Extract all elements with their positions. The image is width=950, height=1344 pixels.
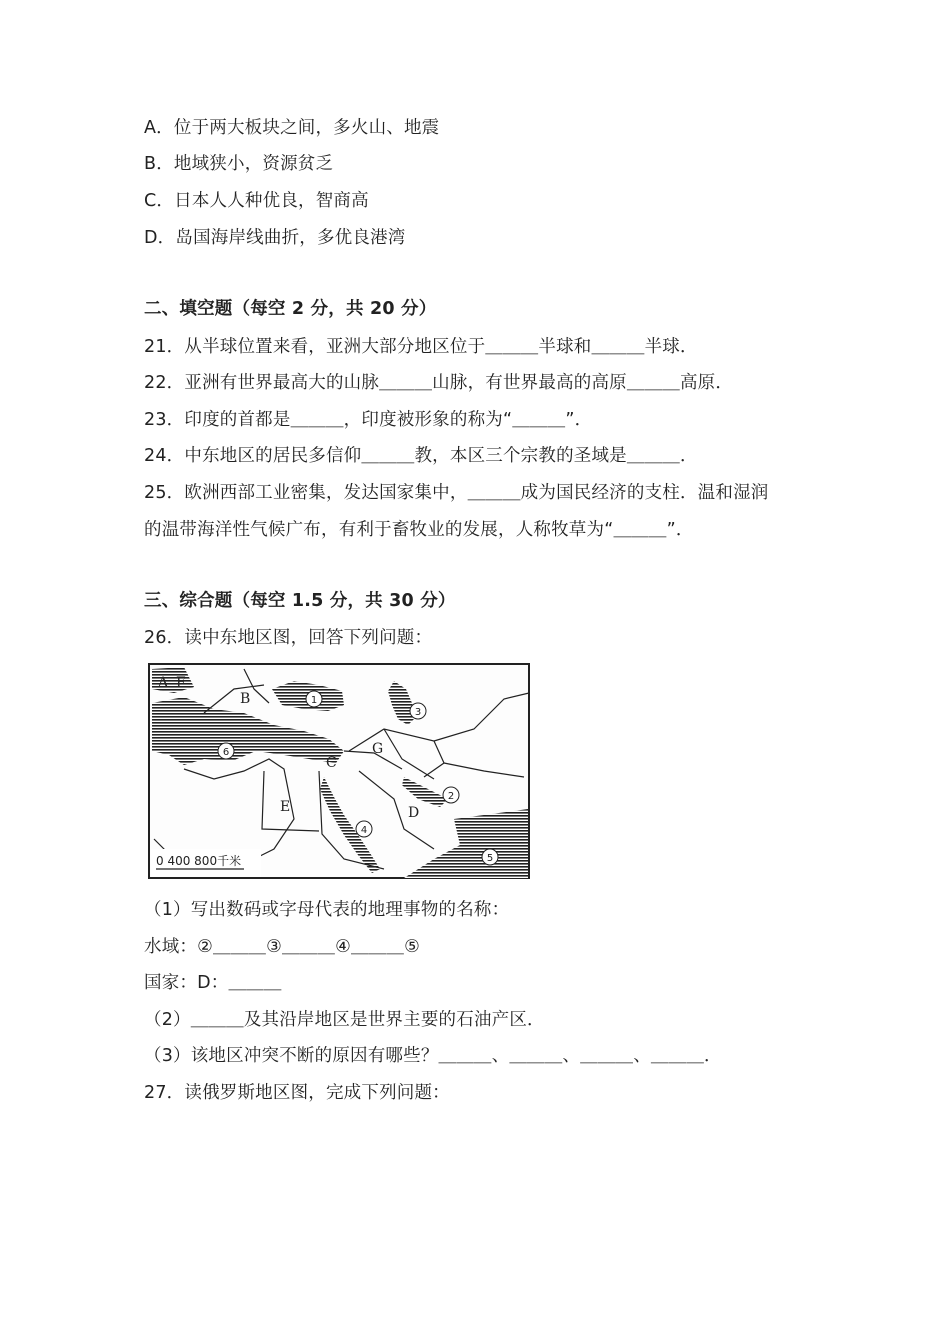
map-label-e: E [280, 799, 291, 815]
question-27: 27．读俄罗斯地区图，完成下列问题： [144, 1083, 450, 1103]
question-26-2: （2）＿＿＿及其沿岸地区是世界主要的石油产区． [144, 1010, 545, 1030]
question-22: 22．亚洲有世界最高大的山脉＿＿＿山脉，有世界最高的高原＿＿＿高原． [144, 373, 734, 393]
question-26: 26．读中东地区图，回答下列问题： [144, 628, 433, 648]
map-marker-6: 6 [222, 747, 230, 758]
question-26-water: 水域：②＿＿＿③＿＿＿④＿＿＿⑤ [144, 937, 420, 957]
map-scale: 0 400 800千米 [156, 854, 242, 868]
map-marker-3: 3 [414, 707, 422, 718]
map-marker-4: 4 [360, 825, 368, 836]
map-marker-1: 1 [310, 695, 318, 706]
q20-option-d: D．岛国海岸线曲折，多优良港湾 [144, 228, 406, 248]
question-26-1: （1）写出数码或字母代表的地理事物的名称： [144, 900, 510, 920]
map-label-f: F [176, 675, 186, 691]
map-label-a: A [158, 675, 169, 691]
map-marker-5: 5 [486, 853, 494, 864]
map-label-b: B [240, 691, 251, 707]
question-25-line1: 25．欧洲西部工业密集，发达国家集中，＿＿＿成为国民经济的支柱．温和湿润 [144, 483, 769, 503]
map-marker-2: 2 [447, 791, 455, 802]
map-label-g: G [372, 741, 384, 757]
section3-heading: 三、综合题（每空 1.5 分，共 30 分） [144, 591, 456, 611]
q20-option-c: C．日本人人种优良，智商高 [144, 191, 369, 211]
question-21: 21．从半球位置来看，亚洲大部分地区位于＿＿＿半球和＿＿＿半球． [144, 337, 698, 357]
question-23: 23．印度的首都是＿＿＿，印度被形象的称为“＿＿＿”． [144, 410, 593, 430]
question-25-line2: 的温带海洋性气候广布，有利于畜牧业的发展，人称牧草为“＿＿＿”． [144, 520, 694, 540]
map-label-c: C [326, 755, 337, 771]
section2-heading: 二、填空题（每空 2 分，共 20 分） [144, 299, 437, 319]
question-26-country: 国家：D：＿＿＿ [144, 973, 282, 993]
q20-option-b: B．地域狭小，资源贫乏 [144, 154, 334, 174]
middle-east-map [144, 659, 534, 883]
q20-option-a: A．位于两大板块之间，多火山、地震 [144, 118, 440, 138]
question-26-3: （3）该地区冲突不断的原因有哪些？＿＿＿、＿＿＿、＿＿＿、＿＿＿． [144, 1046, 722, 1066]
question-24: 24．中东地区的居民多信仰＿＿＿教，本区三个宗教的圣域是＿＿＿． [144, 446, 698, 466]
map-label-d: D [408, 805, 420, 821]
